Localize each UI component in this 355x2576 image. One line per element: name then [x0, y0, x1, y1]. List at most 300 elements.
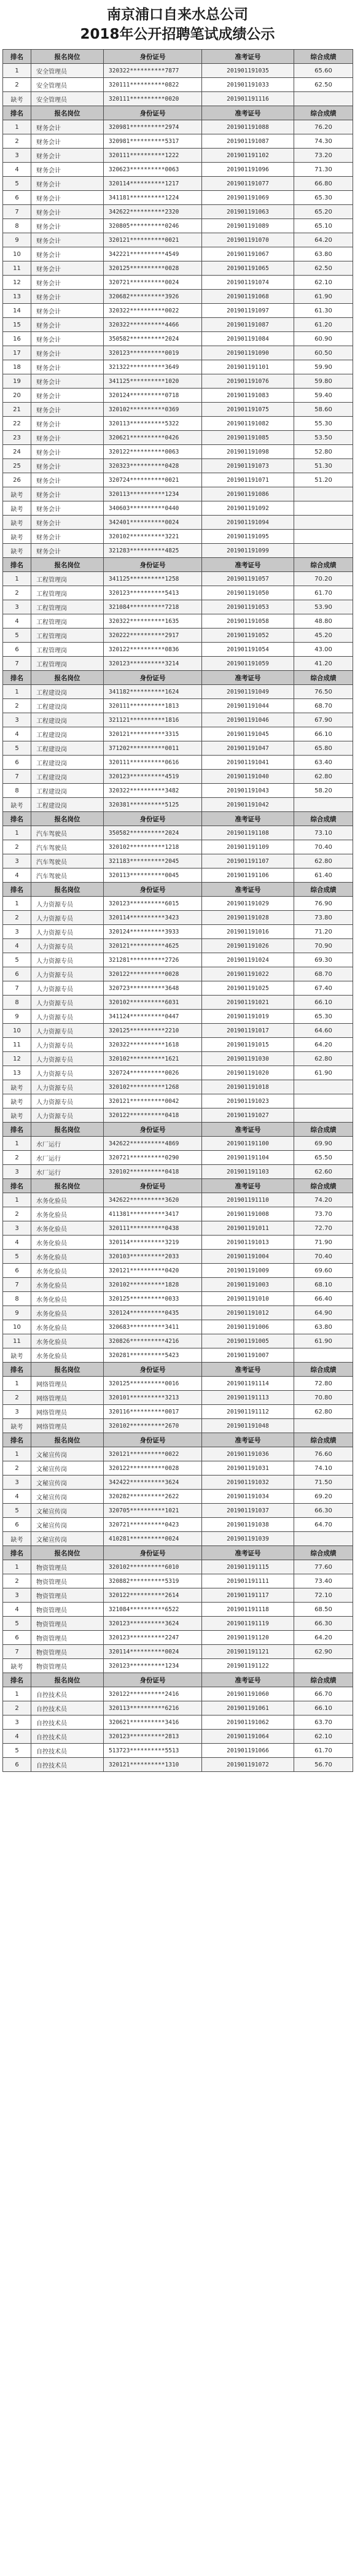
rank-cell: 1 [3, 572, 31, 586]
position-cell: 物资管理员 [31, 1588, 104, 1603]
score-cell: 71.50 [294, 1476, 353, 1490]
rank-cell: 7 [3, 1278, 31, 1292]
score-cell: 65.80 [294, 741, 353, 756]
score-cell: 74.20 [294, 1193, 353, 1207]
rank-cell: 17 [3, 346, 31, 360]
id-number-cell: 320123**********3214 [104, 657, 202, 671]
score-cell: 72.10 [294, 1588, 353, 1603]
id-number-cell: 320805**********0246 [104, 219, 202, 233]
position-cell: 财务会计 [31, 261, 104, 276]
header-rank: 排名 [3, 1546, 31, 1560]
exam-number-cell: 201901191057 [202, 572, 294, 586]
rank-cell: 18 [3, 360, 31, 374]
rank-cell: 3 [3, 713, 31, 727]
rank-cell: 2 [3, 1151, 31, 1165]
rank-cell: 3 [3, 149, 31, 163]
exam-number-cell: 201901191111 [202, 1574, 294, 1588]
table-row [3, 1320, 353, 1334]
position-cell: 安全管理员 [31, 64, 104, 78]
exam-number-cell: 201901191064 [202, 1730, 294, 1744]
exam-number-cell: 201901191076 [202, 374, 294, 389]
id-number-cell: 320721**********0290 [104, 1151, 202, 1165]
position-cell: 物资管理员 [31, 1560, 104, 1574]
header-position: 报名岗位 [31, 812, 104, 826]
position-cell: 财务会计 [31, 487, 104, 501]
id-number-cell: 320111**********1813 [104, 699, 202, 713]
header-id-number: 身份证号 [104, 1123, 202, 1137]
table-row [3, 967, 353, 981]
score-cell: 65.30 [294, 1010, 353, 1024]
header-exam-number: 准考证号 [202, 671, 294, 685]
id-number-cell: 320102**********1621 [104, 1052, 202, 1066]
id-number-cell: 320102**********1218 [104, 840, 202, 854]
score-cell: 41.20 [294, 657, 353, 671]
table-row [3, 798, 353, 812]
position-cell: 网络管理员 [31, 1405, 104, 1419]
id-number-cell: 320114**********3423 [104, 911, 202, 925]
header-id-number: 身份证号 [104, 1673, 202, 1687]
position-cell: 网络管理员 [31, 1419, 104, 1433]
position-cell: 自控技术员 [31, 1715, 104, 1730]
rank-cell: 13 [3, 1066, 31, 1080]
rank-cell: 7 [3, 657, 31, 671]
score-cell: 62.10 [294, 1730, 353, 1744]
rank-cell: 5 [3, 1250, 31, 1264]
table-row [3, 1645, 353, 1659]
position-cell: 汽车驾驶员 [31, 854, 104, 868]
table-row [3, 1405, 353, 1419]
id-number-cell: 340603**********0440 [104, 501, 202, 516]
rank-cell: 1 [3, 1193, 31, 1207]
score-cell: 70.40 [294, 1250, 353, 1264]
id-number-cell: 320322**********3482 [104, 784, 202, 798]
rank-cell: 4 [3, 163, 31, 177]
exam-number-cell: 201901191027 [202, 1108, 294, 1123]
id-number-cell: 513723**********5513 [104, 1744, 202, 1758]
table-row [3, 1292, 353, 1306]
id-number-cell: 320981**********2974 [104, 120, 202, 134]
position-cell: 工程管理岗 [31, 657, 104, 671]
position-cell: 文秘宣传岗 [31, 1518, 104, 1532]
header-exam-number: 准考证号 [202, 1673, 294, 1687]
header-id-number: 身份证号 [104, 1546, 202, 1560]
id-number-cell: 320114**********0024 [104, 1645, 202, 1659]
rank-cell: 缺考 [3, 798, 31, 812]
score-cell: 55.30 [294, 417, 353, 431]
table-row [3, 1377, 353, 1391]
position-cell: 物资管理员 [31, 1574, 104, 1588]
id-number-cell: 320111**********0438 [104, 1221, 202, 1236]
position-cell: 工程管理岗 [31, 572, 104, 586]
position-cell: 水务化验员 [31, 1264, 104, 1278]
position-cell: 财务会计 [31, 276, 104, 290]
header-position: 报名岗位 [31, 1363, 104, 1377]
id-number-cell: 320682**********3926 [104, 290, 202, 304]
position-cell: 人力资源专员 [31, 925, 104, 939]
id-number-cell: 320102**********3221 [104, 530, 202, 544]
position-cell: 人力资源专员 [31, 1052, 104, 1066]
rank-cell: 2 [3, 1461, 31, 1476]
id-number-cell: 320102**********1268 [104, 1080, 202, 1094]
table-row [3, 1221, 353, 1236]
id-number-cell: 320282**********2622 [104, 1490, 202, 1504]
position-cell: 人力资源专员 [31, 996, 104, 1010]
position-cell: 人力资源专员 [31, 897, 104, 911]
score-cell: 59.80 [294, 374, 353, 389]
position-cell: 财务会计 [31, 332, 104, 346]
rank-cell: 7 [3, 1645, 31, 1659]
position-cell: 财务会计 [31, 290, 104, 304]
score-cell: 62.60 [294, 1165, 353, 1179]
score-cell: 76.90 [294, 897, 353, 911]
header-position: 报名岗位 [31, 1433, 104, 1447]
exam-number-cell: 201901191022 [202, 967, 294, 981]
header-position: 报名岗位 [31, 558, 104, 572]
position-cell: 财务会计 [31, 304, 104, 318]
rank-cell: 10 [3, 1320, 31, 1334]
table-row [3, 304, 353, 318]
exam-number-cell: 201901191066 [202, 1744, 294, 1758]
exam-number-cell: 201901191059 [202, 657, 294, 671]
exam-number-cell: 201901191083 [202, 389, 294, 403]
position-cell: 工程建设岗 [31, 741, 104, 756]
rank-cell: 6 [3, 756, 31, 770]
exam-number-cell: 201901191042 [202, 798, 294, 812]
exam-number-cell: 201901191013 [202, 1236, 294, 1250]
table-row [3, 939, 353, 953]
table-row [3, 1052, 353, 1066]
table-row [3, 134, 353, 149]
position-cell: 水务化验员 [31, 1207, 104, 1221]
header-exam-number: 准考证号 [202, 883, 294, 897]
table-row [3, 1108, 353, 1123]
header-rank: 排名 [3, 1673, 31, 1687]
header-exam-number: 准考证号 [202, 50, 294, 64]
rank-cell: 3 [3, 925, 31, 939]
id-number-cell: 320724**********0026 [104, 1066, 202, 1080]
position-cell: 财务会计 [31, 445, 104, 459]
table-row [3, 332, 353, 346]
table-row [3, 163, 353, 177]
position-cell: 物资管理员 [31, 1617, 104, 1631]
id-number-cell: 341181**********1224 [104, 191, 202, 205]
header-exam-number: 准考证号 [202, 1123, 294, 1137]
position-cell: 物资管理员 [31, 1631, 104, 1645]
score-cell: 64.20 [294, 233, 353, 247]
score-cell [294, 1532, 353, 1546]
position-cell: 人力资源专员 [31, 1094, 104, 1108]
section-header-row [3, 1363, 353, 1377]
header-score: 综合成绩 [294, 558, 353, 572]
score-cell: 61.90 [294, 290, 353, 304]
exam-number-cell: 201901191084 [202, 332, 294, 346]
position-cell: 安全管理员 [31, 92, 104, 106]
id-number-cell: 320621**********3416 [104, 1715, 202, 1730]
score-cell: 64.60 [294, 1024, 353, 1038]
table-row [3, 868, 353, 883]
exam-number-cell: 201901191047 [202, 741, 294, 756]
table-row [3, 1687, 353, 1701]
rank-cell: 3 [3, 1405, 31, 1419]
score-cell: 62.80 [294, 770, 353, 784]
table-row [3, 1137, 353, 1151]
rank-cell: 10 [3, 247, 31, 261]
exam-number-cell: 201901191058 [202, 614, 294, 629]
header-exam-number: 准考证号 [202, 1433, 294, 1447]
position-cell: 水务化验员 [31, 1221, 104, 1236]
score-cell: 62.80 [294, 1052, 353, 1066]
table-row [3, 276, 353, 290]
position-cell: 网络管理员 [31, 1391, 104, 1405]
header-id-number: 身份证号 [104, 671, 202, 685]
table-row [3, 784, 353, 798]
rank-cell: 13 [3, 290, 31, 304]
rank-cell: 3 [3, 600, 31, 614]
table-row [3, 1758, 353, 1772]
score-cell: 68.70 [294, 967, 353, 981]
id-number-cell: 342221**********4549 [104, 247, 202, 261]
id-number-cell: 320125**********2210 [104, 1024, 202, 1038]
exam-number-cell: 201901191052 [202, 629, 294, 643]
table-row [3, 445, 353, 459]
position-cell: 工程管理岗 [31, 586, 104, 600]
score-cell: 77.60 [294, 1560, 353, 1574]
page-title-line1: 南京浦口自来水总公司 [107, 7, 248, 23]
section-header-row [3, 106, 353, 120]
score-cell: 63.80 [294, 247, 353, 261]
position-cell: 网络管理员 [31, 1377, 104, 1391]
id-number-cell: 320114**********1217 [104, 177, 202, 191]
exam-number-cell: 201901191043 [202, 784, 294, 798]
score-cell: 65.60 [294, 64, 353, 78]
id-number-cell: 320123**********0019 [104, 346, 202, 360]
rank-cell: 2 [3, 78, 31, 92]
rank-cell: 7 [3, 205, 31, 219]
rank-cell: 3 [3, 1221, 31, 1236]
score-cell [294, 1080, 353, 1094]
rank-cell: 8 [3, 1292, 31, 1306]
rank-cell: 8 [3, 996, 31, 1010]
table-row [3, 1419, 353, 1433]
exam-number-cell: 201901191054 [202, 643, 294, 657]
table-row [3, 727, 353, 741]
id-number-cell: 320322**********4466 [104, 318, 202, 332]
table-row [3, 1560, 353, 1574]
table-row [3, 1334, 353, 1348]
position-cell: 水务化验员 [31, 1320, 104, 1334]
id-number-cell: 320111**********1222 [104, 149, 202, 163]
exam-number-cell: 201901191061 [202, 1701, 294, 1715]
table-row [3, 1264, 353, 1278]
score-cell: 65.30 [294, 191, 353, 205]
table-row [3, 1236, 353, 1250]
exam-number-cell: 201901191103 [202, 1165, 294, 1179]
exam-number-cell: 201901191095 [202, 530, 294, 544]
id-number-cell: 320121**********0022 [104, 1447, 202, 1461]
id-number-cell: 320102**********0418 [104, 1165, 202, 1179]
id-number-cell: 341125**********1020 [104, 374, 202, 389]
exam-number-cell: 201901191029 [202, 897, 294, 911]
rank-cell: 4 [3, 1490, 31, 1504]
header-score: 综合成绩 [294, 883, 353, 897]
header-position: 报名岗位 [31, 671, 104, 685]
score-cell [294, 1108, 353, 1123]
score-cell: 45.20 [294, 629, 353, 643]
exam-number-cell: 201901191021 [202, 996, 294, 1010]
position-cell: 财务会计 [31, 191, 104, 205]
rank-cell: 11 [3, 261, 31, 276]
position-cell: 人力资源专员 [31, 1066, 104, 1080]
rank-cell: 6 [3, 967, 31, 981]
table-row [3, 854, 353, 868]
id-number-cell: 320123**********3624 [104, 1617, 202, 1631]
score-cell [294, 530, 353, 544]
table-row [3, 389, 353, 403]
page-title-line2: 2018年公开招聘笔试成绩公示 [80, 26, 275, 42]
id-number-cell: 320724**********0021 [104, 473, 202, 487]
table-row [3, 374, 353, 389]
header-score: 综合成绩 [294, 1673, 353, 1687]
rank-cell: 9 [3, 1306, 31, 1320]
header-score: 综合成绩 [294, 1546, 353, 1560]
id-number-cell: 320125**********0016 [104, 1377, 202, 1391]
rank-cell: 2 [3, 1391, 31, 1405]
id-number-cell: 320882**********5319 [104, 1574, 202, 1588]
position-cell: 财务会计 [31, 389, 104, 403]
header-position: 报名岗位 [31, 1123, 104, 1137]
exam-number-cell: 201901191087 [202, 318, 294, 332]
position-cell: 工程管理岗 [31, 643, 104, 657]
score-cell: 64.20 [294, 1038, 353, 1052]
id-number-cell: 320122**********0418 [104, 1108, 202, 1123]
position-cell: 自控技术员 [31, 1730, 104, 1744]
id-number-cell: 321322**********3649 [104, 360, 202, 374]
table-row [3, 1744, 353, 1758]
rank-cell: 8 [3, 219, 31, 233]
table-row [3, 1024, 353, 1038]
table-row [3, 586, 353, 600]
table-row [3, 981, 353, 996]
table-row [3, 1574, 353, 1588]
position-cell: 水厂运行 [31, 1165, 104, 1179]
exam-number-cell: 201901191038 [202, 1518, 294, 1532]
id-number-cell: 320123**********1234 [104, 1659, 202, 1673]
exam-number-cell: 201901191049 [202, 685, 294, 699]
rank-cell: 19 [3, 374, 31, 389]
rank-cell: 1 [3, 64, 31, 78]
id-number-cell: 320102**********0369 [104, 403, 202, 417]
id-number-cell: 342622**********3620 [104, 1193, 202, 1207]
table-row [3, 657, 353, 671]
exam-number-cell: 201901191019 [202, 1010, 294, 1024]
rank-cell: 25 [3, 459, 31, 473]
exam-number-cell: 201901191071 [202, 473, 294, 487]
position-cell: 财务会计 [31, 360, 104, 374]
score-cell: 69.30 [294, 953, 353, 967]
header-rank: 排名 [3, 883, 31, 897]
id-number-cell: 320683**********3411 [104, 1320, 202, 1334]
score-cell: 61.40 [294, 868, 353, 883]
rank-cell: 缺考 [3, 1348, 31, 1363]
score-cell [294, 1419, 353, 1433]
score-cell: 70.90 [294, 939, 353, 953]
score-cell: 76.50 [294, 685, 353, 699]
exam-number-cell: 201901191039 [202, 1532, 294, 1546]
score-cell [294, 516, 353, 530]
rank-cell: 2 [3, 840, 31, 854]
id-number-cell: 320222**********2917 [104, 629, 202, 643]
rank-cell: 23 [3, 431, 31, 445]
table-row [3, 261, 353, 276]
table-row [3, 247, 353, 261]
exam-number-cell: 201901191015 [202, 1038, 294, 1052]
id-number-cell: 320121**********1310 [104, 1758, 202, 1772]
position-cell: 文秘宣传岗 [31, 1490, 104, 1504]
score-cell: 76.20 [294, 120, 353, 134]
id-number-cell: 320114**********3219 [104, 1236, 202, 1250]
position-cell: 水务化验员 [31, 1292, 104, 1306]
score-cell: 43.00 [294, 643, 353, 657]
position-cell: 财务会计 [31, 233, 104, 247]
exam-number-cell: 201901191045 [202, 727, 294, 741]
exam-number-cell: 201901191114 [202, 1377, 294, 1391]
rank-cell: 3 [3, 1476, 31, 1490]
id-number-cell: 320123**********4519 [104, 770, 202, 784]
table-row [3, 360, 353, 374]
exam-number-cell: 201901191112 [202, 1405, 294, 1419]
section-header-row [3, 1673, 353, 1687]
position-cell: 水务化验员 [31, 1193, 104, 1207]
header-id-number: 身份证号 [104, 558, 202, 572]
position-cell: 工程建设岗 [31, 784, 104, 798]
exam-number-cell: 201901191010 [202, 1292, 294, 1306]
exam-number-cell: 201901191048 [202, 1419, 294, 1433]
table-row [3, 516, 353, 530]
exam-number-cell: 201901191102 [202, 149, 294, 163]
exam-number-cell: 201901191086 [202, 487, 294, 501]
id-number-cell: 320826**********4216 [104, 1334, 202, 1348]
exam-number-cell: 201901191025 [202, 981, 294, 996]
score-cell: 76.60 [294, 1447, 353, 1461]
id-number-cell: 320705**********1021 [104, 1504, 202, 1518]
score-cell: 51.20 [294, 473, 353, 487]
id-number-cell: 320381**********5125 [104, 798, 202, 812]
rank-cell: 9 [3, 233, 31, 247]
rank-cell: 3 [3, 1588, 31, 1603]
section-header-row [3, 50, 353, 64]
section-header-row [3, 671, 353, 685]
exam-number-cell: 201901191065 [202, 261, 294, 276]
exam-number-cell: 201901191007 [202, 1348, 294, 1363]
table-row [3, 713, 353, 727]
exam-number-cell: 201901191072 [202, 1758, 294, 1772]
table-row [3, 1306, 353, 1320]
position-cell: 人力资源专员 [31, 981, 104, 996]
table-row [3, 629, 353, 643]
rank-cell: 11 [3, 1334, 31, 1348]
exam-number-cell: 201901191090 [202, 346, 294, 360]
position-cell: 人力资源专员 [31, 953, 104, 967]
exam-number-cell: 201901191036 [202, 1447, 294, 1461]
score-cell: 70.80 [294, 1391, 353, 1405]
exam-number-cell: 201901191077 [202, 177, 294, 191]
score-cell [294, 1348, 353, 1363]
exam-number-cell: 201901191087 [202, 134, 294, 149]
header-score: 综合成绩 [294, 50, 353, 64]
header-rank: 排名 [3, 812, 31, 826]
position-cell: 工程建设岗 [31, 798, 104, 812]
rank-cell: 缺考 [3, 1419, 31, 1433]
